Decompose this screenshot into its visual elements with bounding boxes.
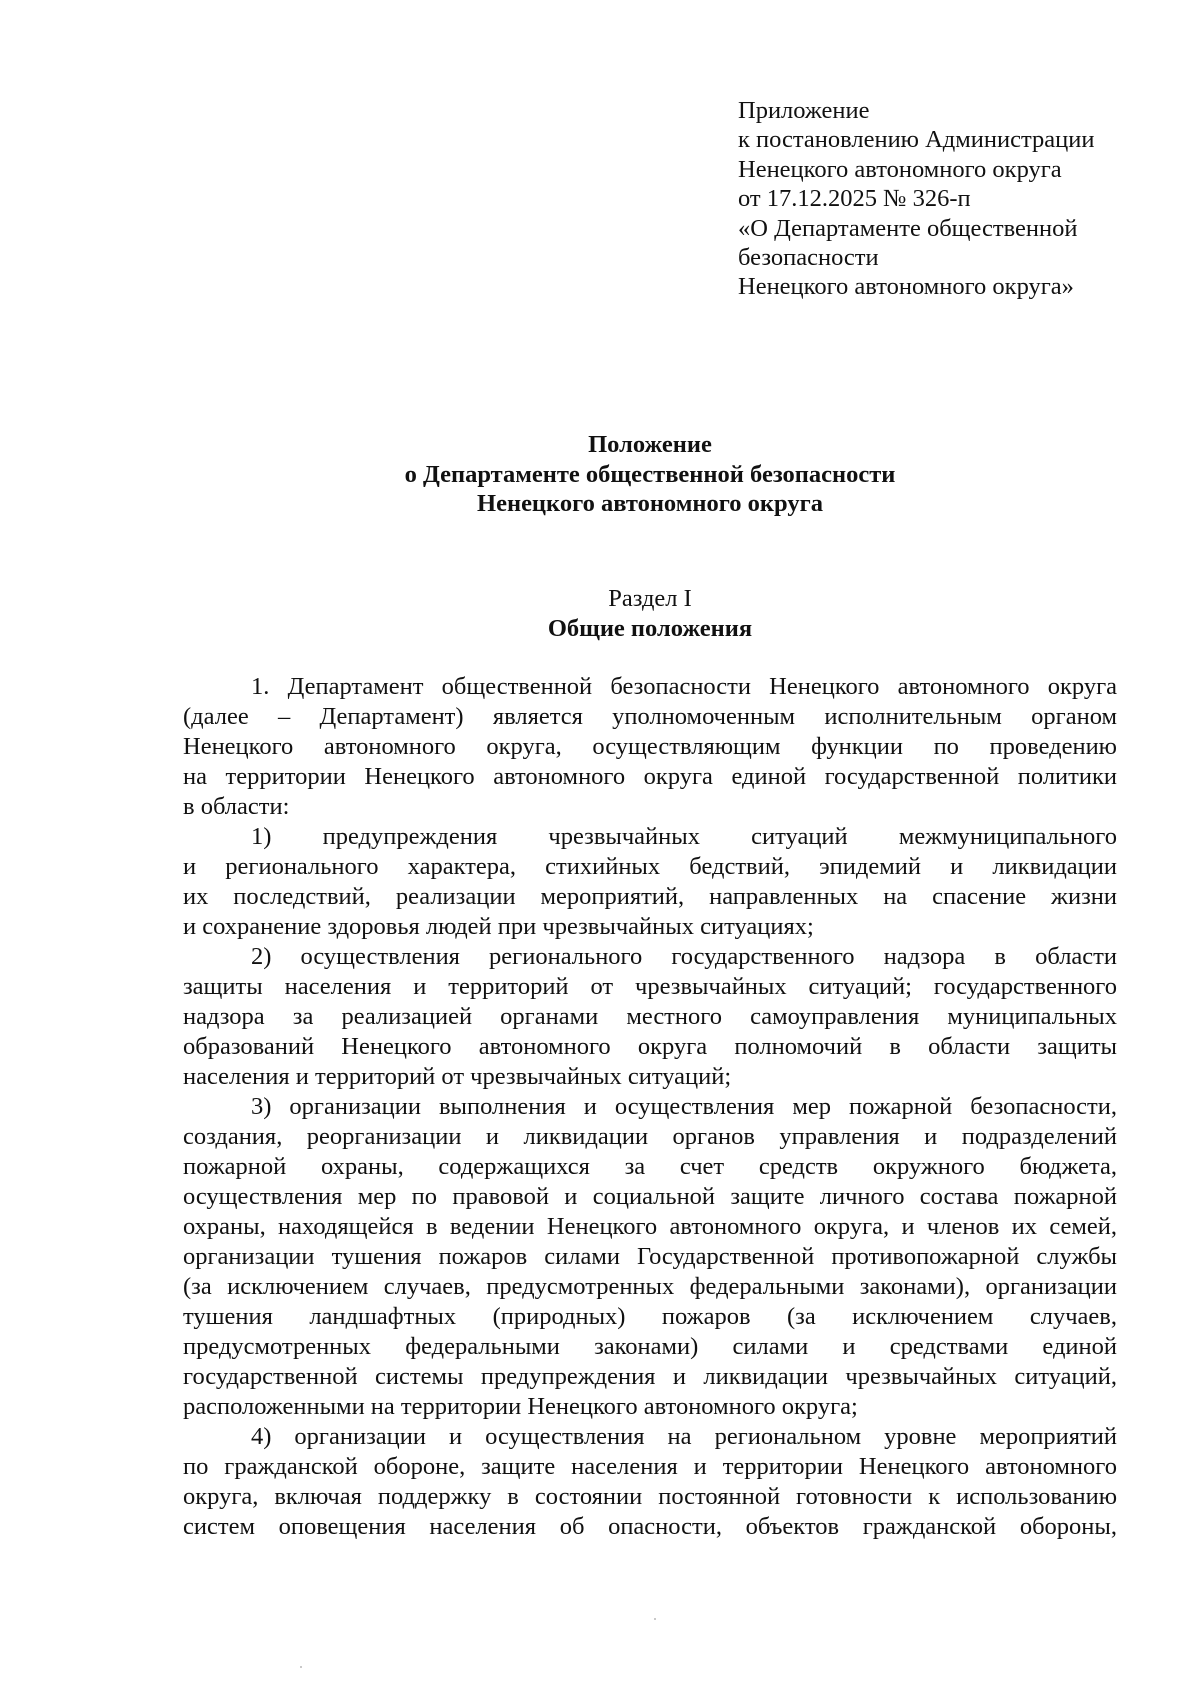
body-line: и сохранение здоровья людей при чрезвычайных ситуациях;: [183, 913, 814, 940]
body-line: надзора за реализацией органами местного самоуправления муниципальных: [183, 1003, 1117, 1030]
body-line: их последствий, реализации мероприятий, направленных на спасение жизни: [183, 883, 1117, 910]
paragraph-item-3: [183, 1092, 1117, 1422]
body-line: (далее – Департамент) является уполномоченным исполнительным органом: [183, 703, 1117, 730]
body-line: 2) осуществления регионального государственного надзора в области: [251, 943, 1117, 970]
body-line: пожарной охраны, содержащихся за счет средств окружного бюджета,: [183, 1153, 1117, 1180]
document-title: [183, 430, 1117, 519]
appendix-line: безопасности: [738, 244, 879, 272]
body-line: охраны, находящейся в ведении Ненецкого автономного округа, и членов их семей,: [183, 1213, 1117, 1240]
title-line: Положение: [588, 431, 712, 458]
appendix-line: Ненецкого автономного округа: [738, 155, 1062, 183]
body-line: предусмотренных федеральными законами) силами и средствами единой: [183, 1333, 1117, 1360]
appendix-line: к постановлению Администрации: [738, 126, 1095, 154]
section-title: Общие положения: [547, 615, 753, 642]
appendix-header: [738, 96, 1178, 302]
body-line: и регионального характера, стихийных бедствий, эпидемий и ликвидации: [183, 853, 1117, 880]
title-line: о Департаменте общественной безопасности: [404, 460, 896, 488]
body-line: округа, включая поддержку в состоянии постоянной готовности к использованию: [183, 1483, 1117, 1510]
body-line: 1) предупреждения чрезвычайных ситуаций межмуниципального: [251, 823, 1117, 850]
appendix-line: от 17.12.2025 № 326-п: [738, 185, 971, 213]
body-line: образований Ненецкого автономного округа полномочий в области защиты: [183, 1033, 1117, 1060]
section-heading: [183, 584, 1117, 644]
body-line: защиты населения и территорий от чрезвычайных ситуаций; государственного: [183, 973, 1117, 1000]
paragraph-item-1: [183, 822, 1117, 942]
body-line: по гражданской обороне, защите населения и территории Ненецкого автономного: [183, 1453, 1117, 1480]
paragraph-1: [183, 672, 1117, 822]
body-line: расположенными на территории Ненецкого автономного округа;: [183, 1393, 858, 1420]
body-line: 4) организации и осуществления на региональном уровне мероприятий: [251, 1423, 1117, 1450]
body-line: организации тушения пожаров силами Государственной противопожарной службы: [183, 1243, 1117, 1270]
appendix-line: Ненецкого автономного округа»: [738, 273, 1074, 301]
body-line: систем оповещения населения об опасности, объектов гражданской обороны,: [183, 1513, 1117, 1540]
body-line: 1. Департамент общественной безопасности Ненецкого автономного округа: [251, 673, 1117, 700]
title-line: Ненецкого автономного округа: [477, 490, 823, 517]
body-line: 3) организации выполнения и осуществления мер пожарной безопасности,: [251, 1093, 1117, 1120]
body-line: тушения ландшафтных (природных) пожаров (за исключением случаев,: [183, 1303, 1117, 1330]
paragraph-item-2: [183, 942, 1117, 1092]
section-label: Раздел I: [608, 585, 692, 612]
paragraph-item-4: [183, 1422, 1117, 1542]
appendix-line: «О Департаменте общественной: [738, 214, 1078, 242]
scan-speck: [654, 1618, 656, 1620]
document-body: [183, 672, 1117, 1542]
body-line: населения и территорий от чрезвычайных ситуаций;: [183, 1063, 732, 1090]
appendix-line: Приложение: [738, 97, 870, 124]
body-line: государственной системы предупреждения и ликвидации чрезвычайных ситуаций,: [183, 1363, 1117, 1390]
body-line: создания, реорганизации и ликвидации органов управления и подразделений: [183, 1123, 1117, 1150]
body-line: (за исключением случаев, предусмотренных федеральными законами), организации: [183, 1273, 1117, 1300]
body-line: на территории Ненецкого автономного округа единой государственной политики: [183, 763, 1117, 790]
body-line: осуществления мер по правовой и социальной защите личного состава пожарной: [183, 1183, 1117, 1210]
scan-speck: [300, 1666, 302, 1668]
body-line: в области:: [183, 793, 290, 820]
body-line: Ненецкого автономного округа, осуществляющим функции по проведению: [183, 733, 1117, 760]
